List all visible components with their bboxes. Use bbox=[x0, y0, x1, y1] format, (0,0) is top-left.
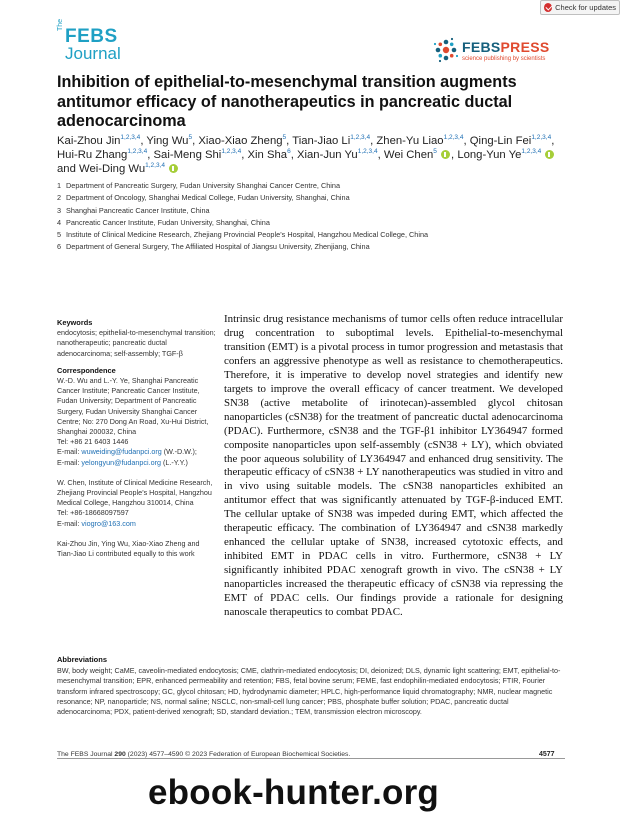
affiliation-text: Pancreatic Cancer Institute, Fudan University, Shanghai, China bbox=[66, 217, 270, 227]
author-separator: , bbox=[377, 149, 384, 161]
author-name: Hui-Ru Zhang bbox=[57, 149, 128, 161]
author-affiliation-sup: 1,2,3,4 bbox=[357, 148, 378, 155]
equal-contribution-note: Kai-Zhou Jin, Ying Wu, Xiao-Xiao Zheng and Tian-Jiao Li contributed equally to this work bbox=[57, 538, 200, 559]
affiliation-item bbox=[57, 217, 577, 229]
press-logo-name-b: PRESS bbox=[500, 39, 550, 55]
email-link-yelongyun[interactable]: yelongyun@fudanpci.org bbox=[81, 457, 161, 467]
author-list bbox=[57, 134, 577, 176]
author-separator: , bbox=[463, 135, 470, 147]
affiliation-item bbox=[57, 205, 577, 217]
author-name: Kai-Zhou Jin bbox=[57, 135, 121, 147]
correspondence-email-1b bbox=[57, 458, 217, 468]
author-name: Xian-Jun Yu bbox=[296, 149, 358, 161]
page-number: 4577 bbox=[539, 751, 555, 758]
author-affiliation-sup: 1,2,3,4 bbox=[443, 134, 464, 141]
abstract-text: Intrinsic drug resistance mechanisms of tumor cells often reduce intracellular drug concentration to suboptimal levels. Epithelial-to-mesenchymal transition (EMT) is a pivotal process in tumor progression and metastasis that confers an aggressive phenotype as well as resistance to chemotherapeutics. Therefore, it is imperative to develop novel strategies and identify new targets to improve the overall efficacy of cancer treatment. We developed SN38 (active metabolite of irinotecan)-assembled glycol chitosan nanoparticles (cSN38) for the treatment of pancreatic ductal adenocarcinoma (PDAC). Furthermore, cSN38 and the TGF-β1 inhibitor LY364947 formed composite nanoparticles upon self-assembly (cSN38 + LY), which obviated the poor aqueous solubility of LY364947 and enhanced drug sensitivity. The therapeutic efficacy of cSN38 + LY nanotherapeutics was studied in vitro and in vivo using suitable models. The cSN38 nanoparticles exhibited an antitumor effect that was significantly attenuated by TGF-β-induced EMT. The cellular uptake of SN38 was impeded during EMT, which affected the therapeutic efficacy. The combination of LY364947 and cSN38 markedly enhanced the cellular uptake of SN38, increased cytotoxic effects, and inhibited EMT in PDAC cells in vitro. Furthermore, cSN38 + LY significantly inhibited PDAC xenograft growth in vivo. The cSN38 + LY nanoparticles increased the therapeutic efficacy of cSN38 via repressing the EMT of PDAC cells. Our findings provide a rationale for designing nanoscale therapeutics to combat PDAC. bbox=[224, 313, 563, 619]
author-separator: , bbox=[451, 149, 458, 161]
author-name: Ying Wu bbox=[146, 135, 189, 147]
footer-rule bbox=[57, 758, 565, 759]
author-name: Sai-Meng Shi bbox=[153, 149, 222, 161]
affiliation-item bbox=[57, 241, 577, 253]
author-name: Wei-Ding Wu bbox=[79, 163, 146, 175]
author-affiliation-sup: 1,2,3,4 bbox=[521, 148, 542, 155]
email-prefix: E-mail: bbox=[57, 457, 82, 467]
email-link-viogro[interactable]: viogro@163.com bbox=[81, 518, 136, 528]
author-separator: , bbox=[370, 135, 377, 147]
affiliation-number: 4 bbox=[57, 217, 62, 227]
author-affiliation-sup: 1,2,3,4 bbox=[221, 148, 242, 155]
correspondence-address-2: W. Chen, Institute of Clinical Medicine Research, Zhejiang Provincial People’s Hospital, Hangzhou Medical College, Hangzhou 310014, China bbox=[57, 477, 213, 508]
affiliation-item bbox=[57, 192, 577, 204]
correspondence-tel-1: Tel: +86 21 6403 1446 bbox=[57, 437, 129, 447]
article-title: Inhibition of epithelial-to-mesenchymal transition augments antitumor efficacy of nanotherapeutics in pancreatic ductal adenocarcinoma bbox=[57, 73, 517, 130]
footer-volume: 290 bbox=[114, 751, 126, 758]
affiliation-number: 1 bbox=[57, 181, 62, 190]
author-affiliation-sup: 1,2,3,4 bbox=[350, 134, 371, 141]
correspondence-email-2 bbox=[57, 519, 217, 529]
author-name: Long-Yun Ye bbox=[457, 149, 522, 161]
author-name: Wei Chen bbox=[383, 149, 434, 161]
author-affiliation-sup: 6 bbox=[287, 148, 291, 155]
check-for-updates-button[interactable] bbox=[540, 0, 620, 15]
author-name: Tian-Jiao Li bbox=[292, 135, 351, 147]
author-affiliation-sup: 5 bbox=[282, 134, 287, 141]
press-logo-name bbox=[462, 39, 550, 55]
orcid-icon[interactable] bbox=[441, 150, 450, 159]
journal-logo-name: FEBS bbox=[65, 26, 118, 47]
journal-logo-word: Journal bbox=[65, 44, 121, 63]
article-info-column bbox=[57, 318, 217, 559]
author-affiliation-sup: 5 bbox=[433, 148, 437, 155]
press-logo-tagline: science publishing by scientists bbox=[462, 56, 546, 62]
affiliation-text: Department of Oncology, Shanghai Medical College, Fudan University, Shanghai, China bbox=[66, 193, 350, 203]
check-updates-icon bbox=[544, 3, 552, 12]
correspondence-heading: Correspondence bbox=[57, 365, 116, 375]
affiliation-text: Shanghai Pancreatic Cancer Institute, China bbox=[66, 205, 210, 215]
press-logo-dots-icon bbox=[433, 37, 459, 63]
correspondence-address-1: W.-D. Wu and L.-Y. Ye, Shanghai Pancreatic Cancer Institute; Pancreatic Cancer Institute, Fudan University; Department of Pancreatic Surgery, Fudan University Shanghai Cancer Centre; No: 270 Dong An Road, Xu-Hui District, Shanghai 200032, China bbox=[57, 376, 209, 437]
footer-rest: (2023) 4577–4590 © 2023 Federation of European Biochemical Societies. bbox=[125, 751, 351, 758]
author-separator: , bbox=[290, 149, 297, 161]
orcid-icon[interactable] bbox=[545, 150, 554, 159]
correspondence-email-1a bbox=[57, 447, 217, 457]
affiliation-number: 6 bbox=[57, 242, 62, 252]
author-name: Zhen-Yu Liao bbox=[376, 135, 444, 147]
abbreviations-heading: Abbreviations bbox=[57, 655, 108, 664]
affiliation-text: Institute of Clinical Medicine Research, Zhejiang Provincial People’s Hospital, Hangzhou Medical College, China bbox=[66, 230, 429, 240]
abbreviations-text: BW, body weight; CaME, caveolin-mediated endocytosis; CME, clathrin-mediated endocytosis; DI, deionized; DLS, dynamic light scattering; EMT, epithelial-to-mesenchymal transition; EPR, enhanced permeability and retention; FBS, fetal bovine serum; FEME, fast endophilin-mediated endocytosis; FTIR, Fourier transform infrared spectroscopy; GC, glycol chitosan; HD, hydrodynamic diameter; HPLC, high-performance liquid chromatography; NMR, nuclear magnetic resonance; NP, nanoparticle; NS, normal saline; NSCLC, non-small-cell lung cancer; PBS, phosphate buffer solution; PDAC, pancreatic ductal adenocarcinoma; PDX, patient-derived xenograft; SD, standard deviation.; TEM, transmission electron microscopy. bbox=[57, 666, 561, 717]
author-separator: , bbox=[551, 135, 555, 147]
keywords-heading: Keywords bbox=[57, 318, 93, 327]
keywords-text: endocytosis; epithelial-to-mesenchymal transition; nanotherapeutic; pancreatic ductal adenocarcinoma; self-assembly; TGF-β bbox=[57, 328, 216, 358]
author-separator: , bbox=[147, 149, 154, 161]
email-owner: (W.-D.W.); bbox=[161, 447, 197, 457]
author-affiliation-sup: 1,2,3,4 bbox=[531, 134, 552, 141]
author-separator: , bbox=[140, 135, 147, 147]
affiliation-list bbox=[57, 180, 577, 254]
footer-journal: The FEBS Journal bbox=[57, 751, 115, 758]
author-separator: , bbox=[286, 135, 293, 147]
author-separator-last: and bbox=[57, 163, 79, 175]
check-updates-label: Check for updates bbox=[555, 3, 616, 12]
email-prefix: E-mail: bbox=[57, 518, 82, 528]
email-prefix: E-mail: bbox=[57, 447, 82, 457]
affiliation-number: 3 bbox=[57, 205, 62, 215]
affiliation-item bbox=[57, 229, 577, 241]
email-owner: (L.-Y.Y.) bbox=[161, 457, 188, 467]
press-logo bbox=[433, 37, 568, 67]
author-name: Xin Sha bbox=[247, 149, 288, 161]
journal-logo bbox=[57, 18, 137, 68]
affiliation-number: 5 bbox=[57, 230, 62, 240]
press-logo-name-a: FEBS bbox=[462, 39, 501, 55]
author-name: Xiao-Xiao Zheng bbox=[198, 135, 283, 147]
affiliation-number: 2 bbox=[57, 193, 62, 203]
correspondence-tel-2: Tel: +86-18668097597 bbox=[57, 508, 129, 518]
orcid-icon[interactable] bbox=[169, 164, 178, 173]
watermark-text: ebook-hunter.org bbox=[148, 773, 439, 812]
author-affiliation-sup: 5 bbox=[188, 134, 193, 141]
affiliation-text: Department of Pancreatic Surgery, Fudan University Shanghai Cancer Centre, China bbox=[66, 181, 341, 190]
author-separator: , bbox=[241, 149, 248, 161]
affiliation-item bbox=[57, 180, 577, 192]
author-affiliation-sup: 1,2,3,4 bbox=[120, 134, 141, 141]
footer-citation bbox=[57, 751, 350, 758]
author-separator: , bbox=[192, 135, 199, 147]
journal-logo-prefix: The bbox=[57, 18, 64, 31]
author-affiliation-sup: 1,2,3,4 bbox=[127, 148, 148, 155]
email-link-wuweiding[interactable]: wuweiding@fudanpci.org bbox=[81, 447, 162, 457]
affiliation-text: Department of General Surgery, The Affiliated Hospital of Jiangsu University, Zhenjiang, China bbox=[66, 242, 370, 252]
author-name: Qing-Lin Fei bbox=[469, 135, 532, 147]
author-affiliation-sup: 1,2,3,4 bbox=[145, 162, 166, 169]
